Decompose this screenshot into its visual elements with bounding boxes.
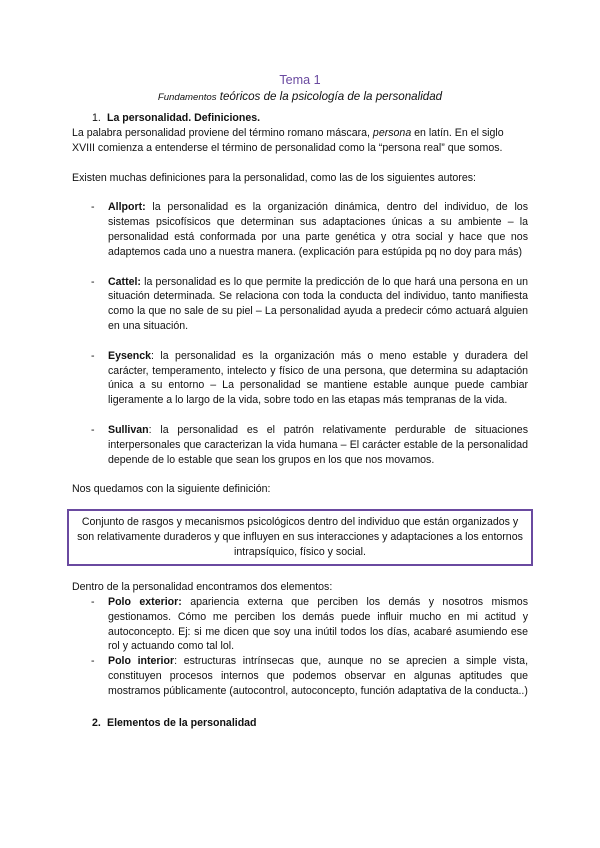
pole-item	[72, 595, 528, 654]
bullet-dash: -	[91, 595, 95, 608]
intro-text-a: La palabra personalidad proviene del término romano máscara,	[72, 127, 373, 139]
page-subtitle	[72, 89, 528, 105]
definition-author: Eysenck	[108, 349, 151, 362]
definition-item	[72, 275, 528, 334]
definition-author: Allport:	[108, 201, 146, 214]
bullet-dash: -	[91, 201, 95, 214]
poles-list	[72, 595, 528, 699]
definition-author: Sullivan	[108, 423, 149, 436]
definition-item	[72, 349, 528, 408]
definition-item	[72, 200, 528, 259]
page-title: Tema 1	[279, 73, 321, 87]
bullet-dash: -	[91, 275, 95, 288]
section-2-number: 2.	[92, 716, 101, 729]
section-1-heading	[72, 111, 528, 126]
intro-paragraph	[72, 126, 528, 156]
pole-term: Polo interior	[108, 655, 175, 668]
subtitle-first-word: Fundamentos	[157, 92, 217, 103]
bullet-dash: -	[91, 349, 95, 362]
intro-italic-word: persona	[372, 127, 412, 139]
bullet-dash: -	[91, 655, 95, 668]
definitions-list	[72, 200, 528, 467]
intro-text-b: en latín. En el siglo XVIII comienza a entenderse el término de personalidad como la “persona real” que somos.	[72, 127, 504, 154]
section-2-heading	[72, 716, 528, 731]
definitions-lead: Existen muchas definiciones para la personalidad, como las de los siguientes autores:	[72, 171, 476, 184]
definition-text: : la personalidad es el patrón relativamente perdurable de situaciones interpersonales que caracterizan la vida humana – El carácter estable de la personalidad depende de lo estable que sean los grupos en los que nos movamos.	[108, 423, 528, 466]
section-1-title: La personalidad. Definiciones.	[107, 112, 261, 124]
bullet-dash: -	[91, 423, 95, 436]
subtitle-rest: teóricos de la psicología de la personalidad	[216, 90, 443, 103]
pole-text: apariencia externa que perciben los demás y nosotros mismos gestionamos. Cómo me perciben los demás puede influir mucho en mi actitud y autoconcepto. Ej: si me dicen que soy una inútil todos los días, acabaré asumiendo ese rol y actuando como tal lol.	[108, 595, 528, 653]
pole-term: Polo exterior:	[108, 595, 182, 608]
definition-author: Cattel:	[108, 275, 141, 288]
document-page	[72, 72, 528, 731]
chosen-definition-box: Conjunto de rasgos y mecanismos psicológicos dentro del individuo que están organizados y son relativamente duraderos y que influyen en sus interacciones y adaptaciones a los entornos intrapsíquico, físico y social.	[67, 509, 533, 566]
pole-item	[72, 654, 528, 698]
chosen-definition-lead: Nos quedamos con la siguiente definición:	[72, 483, 271, 496]
definition-text: la personalidad es la organización dinámica, dentro del individuo, de los sistemas psicofísicos que determinan sus adaptaciones únicas a su ambiente – la personalidad está conformada por una parte genética y otra social y hace que nos adaptemos cada uno a nuestra manera. (explicación para estúpida pq no doy para más)	[108, 201, 528, 258]
section-2-title: Elementos de la personalidad	[107, 716, 257, 729]
pole-text: : estructuras intrínsecas que, aunque no se aprecien a simple vista, constituyen procesos internos que podemos observar en algunas aptitudes que mostramos públicamente (autocontrol, autoconcepto, función adaptativa de la conducta..)	[108, 655, 529, 697]
definition-text: : la personalidad es la organización más o meno estable y duradera del carácter, temperamento, intelecto y físico de una persona, que determina su adaptación única a su entorno – La personalidad se mantiene estable aunque puede cambiar ligeramente a lo largo de la vida, sobre todo en las etapas más tempranas de la vida.	[108, 349, 528, 407]
definition-text: la personalidad es lo que permite la predicción de lo que hará una persona en un situación determinada. Se relaciona con toda la conducta del individuo, tanto manifiesta como la que no sale de su piel – La personalidad ayuda a predecir cómo actuará alguien en una situación.	[108, 275, 528, 332]
section-1-number: 1.	[92, 112, 101, 124]
definition-item	[72, 423, 528, 467]
elements-lead: Dentro de la personalidad encontramos dos elementos:	[72, 581, 333, 594]
